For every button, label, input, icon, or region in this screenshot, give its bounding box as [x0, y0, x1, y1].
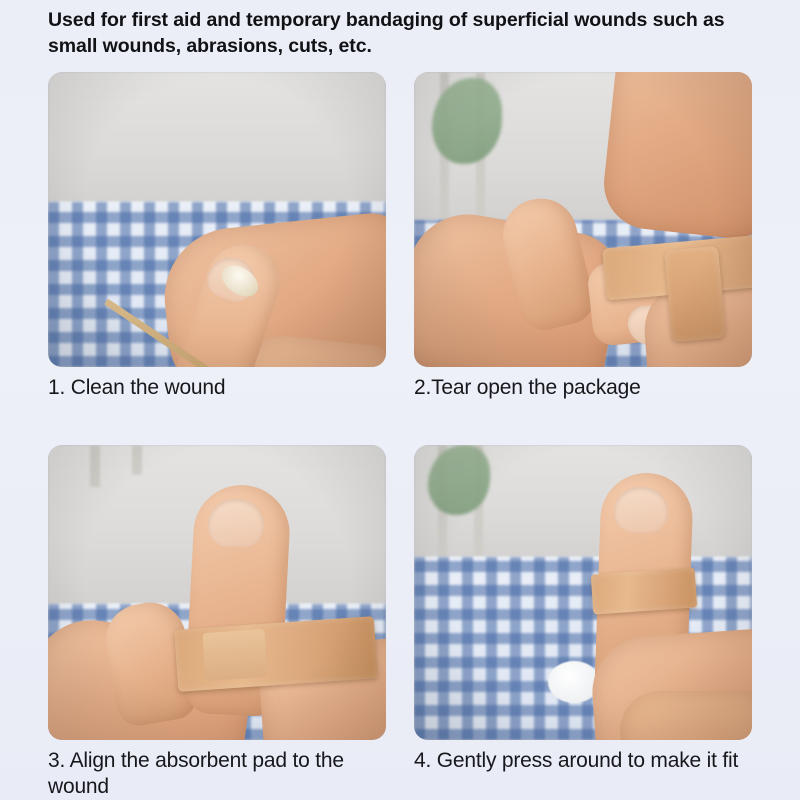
steps-row-bottom	[0, 445, 800, 800]
step-caption-4: 4. Gently press around to make it fit	[414, 749, 739, 772]
steps-grid	[0, 72, 800, 800]
page-title: Used for first aid and temporary bandaging of superficial wounds such as small wounds, abrasions, cuts, etc.	[48, 9, 725, 57]
step-card-2	[414, 72, 752, 427]
step-card-4	[414, 445, 752, 800]
adhesive-bandage	[591, 567, 698, 614]
bed-rail-2	[132, 445, 142, 475]
adhesive-bandage-wrap	[664, 246, 726, 342]
bed-rail	[90, 445, 100, 487]
step-image-2	[414, 72, 752, 367]
step-card-1	[48, 72, 386, 427]
wall-background	[48, 72, 386, 208]
step-image-4	[414, 445, 752, 740]
step-caption-1: 1. Clean the wound	[48, 376, 226, 399]
right-hand	[600, 72, 752, 243]
fingernail	[614, 487, 668, 533]
steps-row-top	[0, 72, 800, 427]
absorbent-pad	[202, 629, 267, 681]
step-image-1	[48, 72, 386, 367]
step-caption-3: 3. Align the absorbent pad to the wound	[48, 749, 344, 798]
thumb	[620, 691, 752, 740]
step-card-3	[48, 445, 386, 800]
step-image-3	[48, 445, 386, 740]
step-caption-2: 2.Tear open the package	[414, 376, 641, 399]
fingernail	[208, 499, 264, 547]
